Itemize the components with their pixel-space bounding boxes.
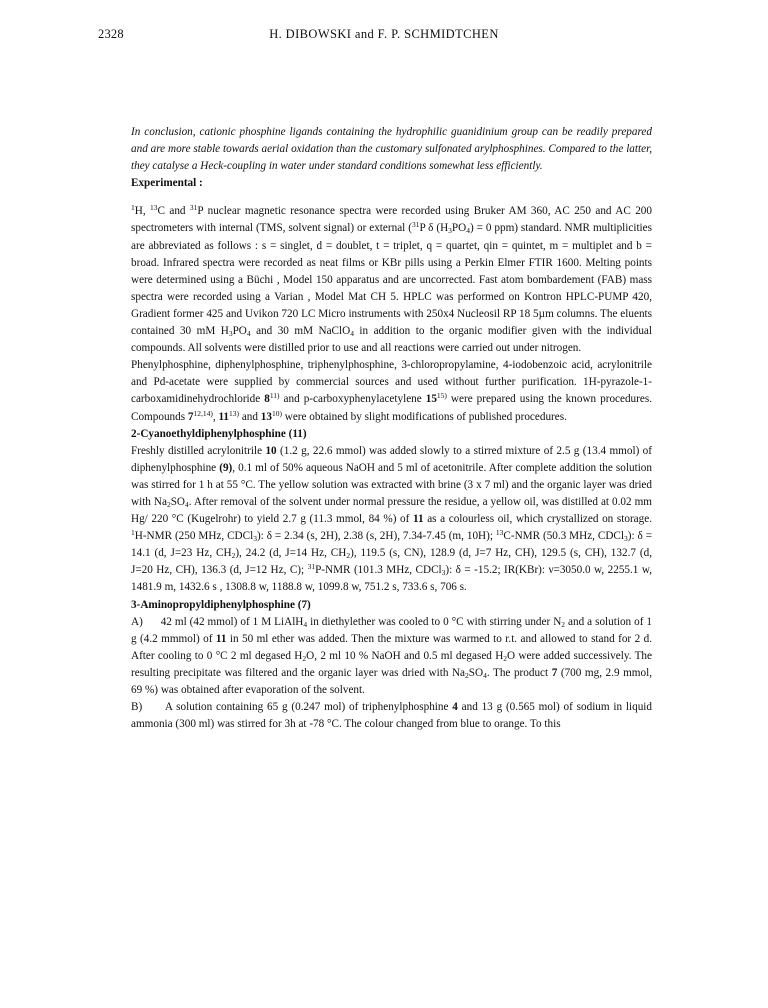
compound-7-procedure-a: A) 42 ml (42 mmol) of 1 M LiAlH$_4$ in diethylether was cooled to 0 °C with stirring under $N_2$ and a solution of 1 g (4.2 mmmol) of 11 in 50 ml ether was added. Then the mixture was warmed to r.t. and allowed to stand for 2 d. After cooling to 0 °C 2 ml degased $H_2O$, 2 ml 10 % NaOH and 0.5 ml degased $H_2O$ were added successively. The resulting precipitate was filtered and the organic layer was dried with $Na_2SO_4$. The product 7 (700 mg, 2.9 mmol, 69 %) was obtained after evaporation of the solvent. [131,615,653,696]
citation: 15) [436,391,447,401]
reagents-paragraph: Phenylphosphine, diphenylphosphine, triphenylphosphine, 3-chloropropylamine, 4-iodobenzoic acid, acrylonitrile and Pd-acetate were supplied by commercial sources and used without further purification. 1H-pyrazole-1-carboxamidinehydrochloride 8$^{11)}$ and p-carboxyphenylacetylene 15$^{15)}$ were prepared using the known procedures. Compounds 7$^{12,14)}$, 11$^{13)}$ and 13$^{10)}$ were obtained by slight modifications of published procedures. [131,359,652,423]
compound-ref: 13 [260,410,272,423]
page-number: 2328 [98,27,124,41]
compound-7-procedure-b: B) A solution containing 65 g (0.247 mol) of triphenylphosphine 4 and 13 g (0.565 mol) of sodium in liquid ammonia (300 ml) was stirred for 3h at -78 °C. The colour changed from blue to orange. To this [131,701,652,731]
citation: 13) [229,408,240,418]
experimental-heading: Experimental : [131,177,203,190]
article-body [131,124,652,733]
compound-11-heading: 2-Cyanoethyldiphenylphosphine (11) [131,427,307,440]
running-head: H. DIBOWSKI and F. P. SCHMIDTCHEN [269,27,499,41]
citation: 10) [271,408,282,418]
compound-ref: 7 [187,410,194,423]
compound-ref: 8 [264,393,270,406]
citation: 12,14) [193,408,213,418]
nmr-instruments-paragraph: $^1$H, $^{13}$C and $^{31}$P nuclear magnetic resonance spectra were recorded using Bruker AM 360, AC 250 and AC 200 spectrometers with internal (TMS, solvent signal) or external ($^{31}$P δ $(H_3PO_4) = 0$ ppm) standard. NMR multiplicities are abbreviated as follows : s = singlet, d = doublet, t = triplet, q = quartet, qin = quintet, m = multiplet and b = broad. Infrared spectra were recorded as neat films or KBr pills using a Perkin Elmer FTIR 1600. Melting points were determined using a Büchi , Model 150 apparatus and are uncorrected. Fast atom bombardement (FAB) mass spectra were recorded using a Varian , Model Mat CH 5. HPLC was performed on Kontron HPLC-PUMP 420, Gradient former 425 and Uvikon 720 LC Micro instruments with 250x4 Nucleosil RP 18 5µm columns. The eluents contained 30 mM $H_3PO_4$ and 30 mM NaClO$_4$ in addition to the organic modifier given with the individual compounds. All solvents were distilled prior to use and all reactions were carried out under nitrogen. [131,203,652,355]
compound-7-heading: 3-Aminopropyldiphenylphosphine (7) [131,598,311,611]
conclusion-paragraph: In conclusion, cationic phosphine ligands containing the hydrophilic guanidinium group can be readily prepared and are more stable towards aerial oxidation than the customary sulfonated arylphosphines. Compared to the latter, they catalyse a Heck-coupling in water under standard conditions somewhat less efficiently. [131,126,652,173]
procedure-label: A) [131,615,143,628]
compound-ref: 11 [218,410,230,423]
compound-11-procedure: Freshly distilled acrylonitrile 10 (1.2 g, 22.6 mmol) was added slowly to a stirred mixture of 2.5 g (13.4 mmol) of diphenylphosphine (9), 0.1 ml of 50% aqueous NaOH and 5 ml of acetonitrile. After complete addition the solution was stirred for 1 h at 55 °C. The yellow solution was extracted with brine (3 x 7 ml) and the organic layer was dried with $Na_2SO_4$. After removal of the solvent under normal pressure the residue, a yellow oil, was distilled at 0.02 mm Hg/ 220 °C (Kugelrohr) to yield 2.7 g (11.3 mmol, 84 %) of 11 as a colourless oil, which crystallized on storage. $^1$H-NMR (250 MHz, CDCl$_3$): δ = 2.34 (s, 2H), 2.38 (s, 2H), 7.34-7.45 (m, 10H); $^{13}$C-NMR (50.3 MHz, CDCl$_3$): δ = 14.1 (d, J=23 Hz, $CH_2$), 24.2 (d, J=14 Hz, $CH_2$), 119.5 (s, CN), 128.9 (d, J=7 Hz, CH), 129.5 (s, CH), 132.7 (d, J=20 Hz, CH), 136.3 (d, J=12 Hz, C); $^{31}$P-NMR (101.3 MHz, CDCl$_3$): δ = -15.2; IR(KBr): ν=3050.0 w, 2255.1 w, 1481.9 m, 1432.6 s , 1308.8 w, 1188.8 w, 1099.8 w, 751.2 s, 733.6 s, 706 s. [131,444,653,594]
compound-ref: 15 [425,393,437,406]
procedure-label: B) [131,701,143,714]
citation: 11) [269,391,280,401]
